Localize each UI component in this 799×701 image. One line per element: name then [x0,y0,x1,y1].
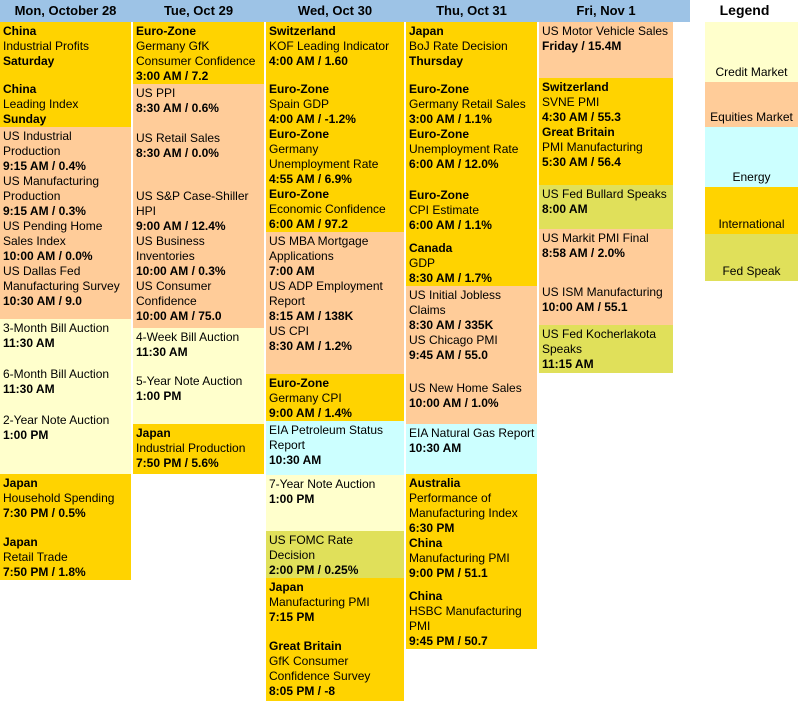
calendar-event [539,327,673,372]
event-line: Saturday [3,54,55,68]
event-line: Australia [409,476,461,490]
category-block-credit [266,475,404,531]
calendar-event [266,376,404,421]
event-line: SVNE PMI [542,95,600,109]
event-line: 8:15 AM / 138K [269,309,354,323]
event-line: Euro-Zone [409,82,469,96]
calendar-event [266,477,404,507]
category-block-equities [539,22,673,78]
category-block-fedspeak [539,325,673,373]
event-line: Spain GDP [269,97,330,111]
event-line: Economic Confidence [269,202,386,216]
calendar-event [0,413,131,443]
event-line: 8:30 AM / 1.7% [409,271,492,285]
calendar-event [266,187,404,232]
category-block-international [539,78,673,185]
event-line: 9:45 PM / 50.7 [409,634,488,648]
category-block-international [0,474,131,580]
calendar-event [133,426,264,471]
category-block-international [133,22,264,84]
calendar-event [133,330,264,360]
event-line: Manufacturing PMI [409,551,510,565]
calendar-event [406,127,537,172]
event-line: HSBC Manufacturing PMI [409,604,522,633]
category-block-energy [406,424,537,474]
calendar-event [406,241,537,286]
event-line: 7:30 PM / 0.5% [3,506,86,520]
day-column [133,0,264,474]
event-line: 7:00 AM [269,264,315,278]
calendar-event [406,82,537,127]
calendar-event [266,423,404,468]
category-block-equities [406,286,537,424]
event-line: US ADP Employment Report [269,279,383,308]
event-line: EIA Natural Gas Report [409,426,535,440]
event-line: 3-Month Bill Auction [3,321,110,335]
event-line: Euro-Zone [136,24,196,38]
event-line: 6:00 AM / 1.1% [409,218,492,232]
event-line: 4:00 AM / -1.2% [269,112,356,126]
event-line: China [3,24,37,38]
legend [690,0,799,281]
event-line: Switzerland [542,80,609,94]
calendar-event [406,381,537,411]
calendar-event [266,324,404,354]
event-line: 5-Year Note Auction [136,374,243,388]
legend-label: Credit Market [715,65,788,79]
calendar-event [539,231,673,261]
event-line: 4:30 AM / 55.3 [542,110,621,124]
event-line: 7-Year Note Auction [269,477,376,491]
event-line: 6:00 AM / 12.0% [409,157,499,171]
event-line: US S&P Case-Shiller HPI [136,189,249,218]
event-line: Euro-Zone [269,127,329,141]
calendar-event [539,80,673,125]
event-line: 8:58 AM / 2.0% [542,246,625,260]
event-line: CPI Estimate [409,203,480,217]
event-line: US Industrial Production [3,129,72,158]
calendar-event [266,639,404,699]
event-line: Euro-Zone [269,187,329,201]
event-line: Japan [3,535,38,549]
calendar-event [406,333,537,363]
event-line: 4-Week Bill Auction [136,330,240,344]
event-line: 5:30 AM / 56.4 [542,155,621,169]
day-column [406,0,537,649]
event-line: US Initial Jobless Claims [409,288,502,317]
calendar-event [406,426,537,456]
calendar-event [539,125,673,170]
day-column [539,0,673,373]
event-line: US CPI [269,324,310,338]
event-line: 9:00 AM / 12.4% [136,219,226,233]
calendar-event [266,580,404,625]
event-line: Great Britain [269,639,342,653]
event-line: US Business Inventories [136,234,205,263]
event-line: 8:05 PM / -8 [269,684,336,698]
category-block-energy [266,421,404,475]
event-line: 11:30 AM [136,345,188,359]
legend-swatch-energy [705,127,798,187]
event-line: 10:30 AM [409,441,462,455]
event-line: Germany Retail Sales [409,97,526,111]
event-line: Germany GfK Consumer Confidence [136,39,256,68]
event-line: Germany CPI [269,391,342,405]
event-line: China [409,536,443,550]
event-line: Thursday [409,54,464,68]
event-line: 1:00 PM [3,428,49,442]
event-line: EIA Petroleum Status Report [269,423,384,452]
calendar-event [133,24,264,84]
event-line: US ISM Manufacturing [542,285,663,299]
calendar-event [0,367,131,397]
category-block-fedspeak [266,531,404,578]
event-line: 7:50 PM / 5.6% [136,456,219,470]
event-line: 2-Year Note Auction [3,413,110,427]
calendar-event [406,476,537,536]
calendar-event [0,476,131,521]
event-line: US FOMC Rate Decision [269,533,354,562]
event-line: US Motor Vehicle Sales [542,24,669,38]
category-block-credit [0,319,131,474]
calendar-event [266,24,404,69]
legend-label: Fed Speak [722,264,781,278]
event-line: US Chicago PMI [409,333,498,347]
calendar-event [0,174,131,219]
event-line: US Markit PMI Final [542,231,649,245]
category-block-international [406,22,537,286]
event-line: Sunday [3,112,47,126]
event-line: Euro-Zone [269,376,329,390]
legend-label: International [718,217,785,231]
event-line: Euro-Zone [409,188,469,202]
calendar-event [133,131,264,161]
category-block-fedspeak [539,185,673,229]
event-line: US Fed Bullard Speaks [542,187,667,201]
event-line: Japan [409,24,444,38]
day-header: Mon, October 28 [14,3,117,18]
event-line: Performance of Manufacturing Index [409,491,518,520]
calendar-event [0,82,131,127]
category-block-equities [0,127,131,319]
calendar-event [0,321,131,351]
event-line: Euro-Zone [269,82,329,96]
event-line: Friday / 15.4M [542,39,622,53]
event-line: 8:30 AM / 0.6% [136,101,219,115]
category-block-international [266,374,404,421]
event-line: 8:30 AM / 0.0% [136,146,219,160]
calendar-event [133,279,264,324]
event-line: GDP [409,256,436,270]
category-block-credit [133,328,264,424]
event-line: Canada [409,241,453,255]
event-line: China [3,82,37,96]
event-line: 9:45 AM / 55.0 [409,348,488,362]
event-line: 4:55 AM / 6.9% [269,172,352,186]
event-line: 2:00 PM / 0.25% [269,563,359,577]
event-line: 1:00 PM [136,389,182,403]
legend-items [690,22,799,281]
event-line: 9:15 AM / 0.4% [3,159,86,173]
event-line: US Fed Kocherlakota Speaks [542,327,657,356]
event-line: Germany Unemployment Rate [269,142,379,171]
event-line: US New Home Sales [409,381,522,395]
event-line: Leading Index [3,97,79,111]
event-line: 1:00 PM [269,492,315,506]
calendar-event [133,374,264,404]
event-line: 11:30 AM [3,382,55,396]
calendar-event [406,288,537,333]
calendar-event [266,127,404,187]
event-line: 9:15 AM / 0.3% [3,204,86,218]
event-line: BoJ Rate Decision [409,39,508,53]
event-line: 4:00 AM / 1.60 [269,54,348,68]
category-block-international [266,22,404,232]
event-line: Japan [269,580,304,594]
category-block-international [406,474,537,649]
calendar-event [133,189,264,234]
event-line: 7:15 PM [269,610,315,624]
event-line: 7:50 PM / 1.8% [3,565,86,579]
calendar-event [0,535,131,580]
day-header: Thu, Oct 31 [436,3,507,18]
event-line: 3:00 AM / 7.2 [136,69,209,83]
event-line: 3:00 AM / 1.1% [409,112,492,126]
calendar-event [539,285,673,315]
event-line: 10:00 AM / 0.0% [3,249,93,263]
event-line: Great Britain [542,125,615,139]
day-column [266,0,404,701]
event-line: US Pending Home Sales Index [3,219,103,248]
calendar-event [0,129,131,174]
category-block-international [0,22,131,127]
calendar-event [266,82,404,127]
category-block-international [266,578,404,701]
calendar-event [406,188,537,233]
calendar-event [406,536,537,581]
event-line: 9:00 AM / 1.4% [269,406,352,420]
event-line: US Retail Sales [136,131,221,145]
event-line: 10:30 AM [269,453,322,467]
event-line: 9:00 PM / 51.1 [409,566,488,580]
event-line: PMI Manufacturing [542,140,643,154]
event-line: 8:00 AM [542,202,588,216]
calendar-event [133,86,264,116]
calendar-event [0,264,131,309]
day-column [0,0,131,580]
day-header: Wed, Oct 30 [297,3,373,18]
category-block-equities [539,229,673,325]
day-header: Tue, Oct 29 [163,3,234,18]
event-line: GfK Consumer Confidence Survey [269,654,371,683]
event-line: 10:00 AM / 75.0 [136,309,222,323]
event-line: 6:00 AM / 97.2 [269,217,348,231]
event-line: Industrial Profits [3,39,90,53]
event-line: 11:30 AM [3,336,55,350]
event-line: 6-Month Bill Auction [3,367,110,381]
category-block-international [133,424,264,474]
event-line: Japan [136,426,171,440]
event-line: 10:30 AM / 9.0 [3,294,82,308]
event-line: KOF Leading Indicator [269,39,390,53]
event-line: Industrial Production [136,441,246,455]
event-line: US Consumer Confidence [136,279,212,308]
legend-swatch-credit [705,22,798,82]
category-block-equities [133,84,264,328]
calendar-event [539,24,673,54]
event-line: 11:15 AM [542,357,594,371]
event-line: 6:30 PM [409,521,455,535]
day-header: Fri, Nov 1 [576,3,636,18]
event-line: China [409,589,443,603]
legend-swatch-international [705,187,798,234]
event-line: Japan [3,476,38,490]
event-line: Unemployment Rate [409,142,519,156]
event-line: Switzerland [269,24,336,38]
calendar-event [266,234,404,279]
event-line: 10:00 AM / 55.1 [542,300,628,314]
event-line: 10:00 AM / 1.0% [409,396,499,410]
event-line: 8:30 AM / 335K [409,318,494,332]
event-line: Retail Trade [3,550,68,564]
calendar-event [266,279,404,324]
legend-label: Equities Market [710,110,793,124]
calendar-event [266,533,404,578]
event-line: 10:00 AM / 0.3% [136,264,226,278]
event-line: US Manufacturing Production [3,174,100,203]
event-line: US Dallas Fed Manufacturing Survey [3,264,120,293]
event-line: Household Spending [3,491,115,505]
calendar-event [0,24,131,69]
calendar-event [406,24,537,69]
event-line: US PPI [136,86,176,100]
calendar-event [406,589,537,649]
calendar-event [133,234,264,279]
calendar-event [539,187,673,217]
legend-swatch-fedspeak [705,234,798,281]
event-line: Manufacturing PMI [269,595,370,609]
event-line: Euro-Zone [409,127,469,141]
category-block-equities [266,232,404,374]
calendar-event [0,219,131,264]
event-line: US MBA Mortgage Applications [269,234,369,263]
legend-title: Legend [719,2,770,18]
legend-label: Energy [732,170,771,184]
event-line: 8:30 AM / 1.2% [269,339,352,353]
legend-swatch-equities [705,82,798,127]
